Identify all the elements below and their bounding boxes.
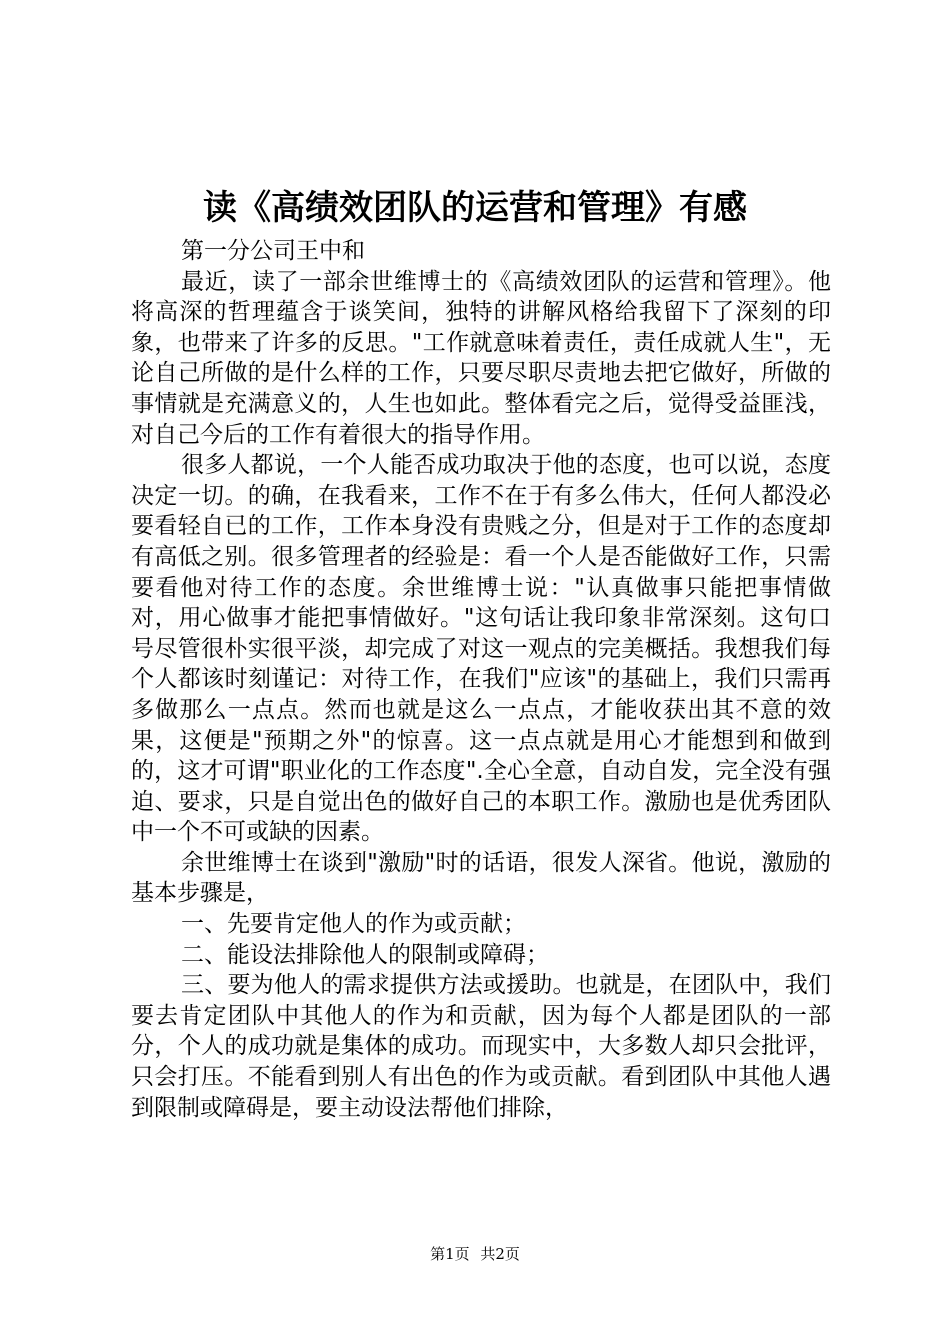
document-title: 读《高绩效团队的运营和管理》有感 bbox=[203, 188, 747, 228]
list-item: 二、能设法排除他人的限制或障碍； bbox=[181, 941, 549, 968]
list-item: 一、先要肯定他人的作为或贡献； bbox=[181, 911, 526, 938]
page-total: 共2页 bbox=[480, 1245, 520, 1263]
page-number: 第1页 bbox=[430, 1245, 470, 1263]
list-item: 三、要为他人的需求提供方法或援助。也就是，在团队中，我们要去肯定团队中其他人的作为和贡献，因为每个人都是团队的一部分，个人的成功就是集体的成功。而现实中，大多数人却只会批评，只会打压。不能看到别人有出色的作为或贡献。看到团队中其他人遇到限制或障碍是，要主动设法帮他们排除， bbox=[131, 972, 831, 1121]
author-line: 第一分公司王中和 bbox=[181, 238, 365, 264]
paragraph: 余世维博士在谈到"激励"时的话语，很发人深省。他说，激励的基本步骤是， bbox=[131, 849, 831, 907]
paragraph: 很多人都说，一个人能否成功取决于他的态度，也可以说，态度决定一切。的确，在我看来，工作不在于有多么伟大，任何人都没必要看轻自已的工作，工作本身没有贵贱之分，但是对于工作的态度却有高低之别。很多管理者的经验是：看一个人是否能做好工作，只需要看他对待工作的态度。余世维博士说："认真做事只能把事情做对，用心做事才能把事情做好。"这句话让我印象非常深刻。这句口号尽管很朴实很平淡，却完成了对这一观点的完美概括。我想我们每个人都该时刻谨记：对待工作，在我们"应该"的基础上，我们只需再多做那么一点点。然而也就是这么一点点，才能收获出其不意的效果，这便是"预期之外"的惊喜。这一点点就是用心才能想到和做到的，这才可谓"职业化的工作态度".全心全意，自动自发，完全没有强迫、要求，只是自觉出色的做好自己的本职工作。激励也是优秀团队中一个不可或缺的因素。 bbox=[131, 452, 831, 846]
page-footer bbox=[0, 1244, 950, 1264]
paragraph: 最近，读了一部余世维博士的《高绩效团队的运营和管理》。他将高深的哲理蕴含于谈笑间，独特的讲解风格给我留下了深刻的印象，也带来了许多的反思。"工作就意味着责任，责任成就人生"，无论自己所做的是什么样的工作，只要尽职尽责地去把它做好，所做的事情就是充满意义的，人生也如此。整体看完之后，觉得受益匪浅，对自己今后的工作有着很大的指导作用。 bbox=[131, 268, 831, 448]
document-body bbox=[131, 236, 831, 1123]
